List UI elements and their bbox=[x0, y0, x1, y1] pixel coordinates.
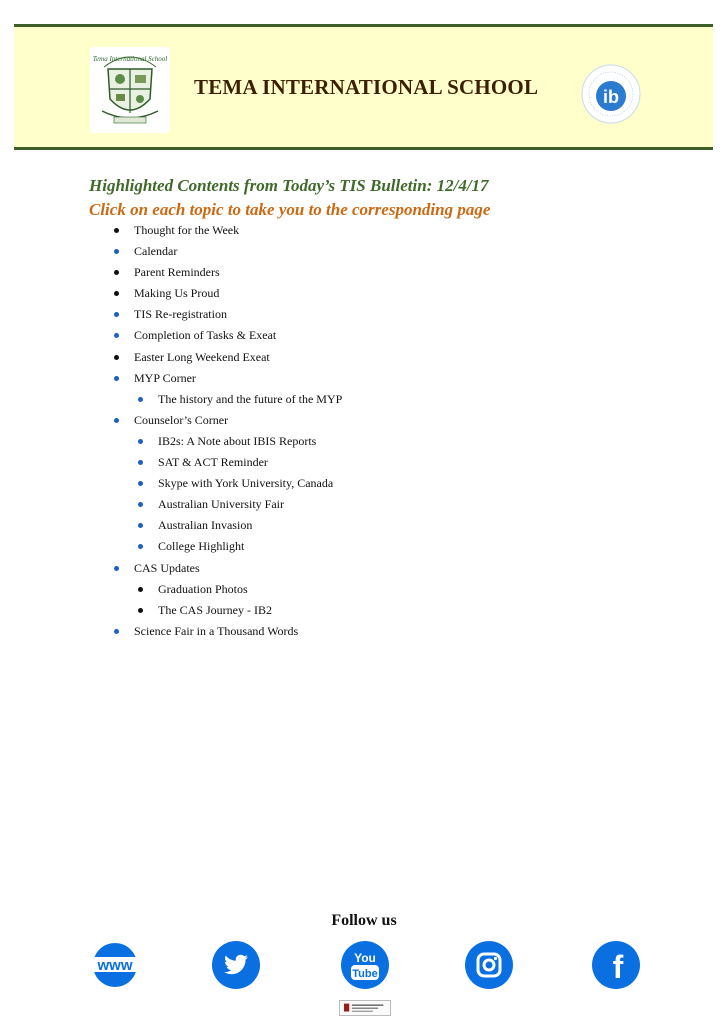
topic-label[interactable]: Counselor’s Corner bbox=[134, 412, 229, 427]
topic-label[interactable]: Easter Long Weekend Exeat bbox=[134, 349, 270, 364]
instagram-icon[interactable] bbox=[464, 940, 514, 990]
bullet-icon bbox=[114, 629, 119, 634]
bullet-icon bbox=[138, 587, 143, 592]
topic-list bbox=[0, 220, 728, 642]
topic-item[interactable] bbox=[0, 283, 728, 304]
topic-label[interactable]: Australian University Fair bbox=[158, 497, 284, 512]
bullet-icon bbox=[138, 460, 143, 465]
topic-item[interactable] bbox=[0, 325, 728, 346]
cambridge-badge bbox=[339, 1000, 391, 1016]
ib-logo-text: ib bbox=[603, 87, 619, 107]
topic-label[interactable]: IB2s: A Note about IBIS Reports bbox=[158, 433, 317, 448]
topic-label[interactable]: TIS Re-registration bbox=[134, 307, 227, 322]
youtube-icon[interactable] bbox=[340, 940, 390, 990]
topic-item[interactable] bbox=[0, 452, 728, 473]
school-name: TEMA INTERNATIONAL SCHOOL bbox=[194, 75, 539, 99]
topic-item[interactable] bbox=[0, 579, 728, 600]
youtube-label-top: You bbox=[354, 951, 376, 965]
topic-label[interactable]: CAS Updates bbox=[134, 560, 200, 575]
topic-label[interactable]: Calendar bbox=[134, 244, 178, 259]
topic-item[interactable] bbox=[0, 536, 728, 557]
topic-label[interactable]: Parent Reminders bbox=[134, 265, 220, 280]
follow-us-label: Follow us bbox=[331, 912, 397, 929]
topic-item[interactable] bbox=[0, 410, 728, 431]
topic-label[interactable]: The CAS Journey - IB2 bbox=[158, 602, 272, 617]
bullet-icon bbox=[138, 439, 143, 444]
topic-item[interactable] bbox=[0, 473, 728, 494]
website-icon[interactable] bbox=[90, 940, 140, 990]
facebook-label: f bbox=[612, 949, 624, 985]
bullet-icon bbox=[138, 544, 143, 549]
bullet-icon bbox=[114, 312, 119, 317]
bullet-icon bbox=[138, 397, 143, 402]
bullet-icon bbox=[114, 418, 119, 423]
topic-item[interactable] bbox=[0, 431, 728, 452]
school-header bbox=[14, 24, 713, 150]
topic-item[interactable] bbox=[0, 621, 728, 642]
topic-label[interactable]: SAT & ACT Reminder bbox=[158, 455, 268, 470]
bullet-icon bbox=[114, 270, 119, 275]
topic-item[interactable] bbox=[0, 600, 728, 621]
topic-label[interactable]: Skype with York University, Canada bbox=[158, 476, 334, 491]
topic-item[interactable] bbox=[0, 347, 728, 368]
topic-item[interactable] bbox=[0, 389, 728, 410]
topic-label[interactable]: College Highlight bbox=[158, 539, 245, 554]
bullet-icon bbox=[114, 376, 119, 381]
facebook-icon[interactable] bbox=[591, 940, 641, 990]
highlights-title: Highlighted Contents from Today’s TIS Bulletin: 12/4/17 bbox=[89, 176, 489, 195]
bullet-icon bbox=[138, 608, 143, 613]
bullet-icon bbox=[114, 355, 119, 360]
topic-item[interactable] bbox=[0, 494, 728, 515]
topic-label[interactable]: MYP Corner bbox=[134, 370, 196, 385]
topic-item[interactable] bbox=[0, 220, 728, 241]
ib-logo bbox=[580, 63, 642, 125]
www-label: www bbox=[97, 957, 133, 974]
bullet-icon bbox=[138, 523, 143, 528]
topic-item[interactable] bbox=[0, 368, 728, 389]
svg-text:Tema International School: Tema International School bbox=[92, 55, 168, 63]
topic-label[interactable]: The history and the future of the MYP bbox=[158, 391, 343, 406]
bullet-icon bbox=[114, 333, 119, 338]
topic-item[interactable] bbox=[0, 515, 728, 536]
highlights-subtitle: Click on each topic to take you to the corresponding page bbox=[89, 200, 491, 219]
topic-label[interactable]: Completion of Tasks & Exeat bbox=[134, 328, 277, 343]
bullet-icon bbox=[114, 249, 119, 254]
topic-item[interactable] bbox=[0, 241, 728, 262]
topic-label[interactable]: Making Us Proud bbox=[134, 286, 220, 301]
twitter-icon[interactable] bbox=[211, 940, 261, 990]
topic-item[interactable] bbox=[0, 304, 728, 325]
bullet-icon bbox=[138, 502, 143, 507]
topic-item[interactable] bbox=[0, 262, 728, 283]
topic-label[interactable]: Science Fair in a Thousand Words bbox=[134, 623, 299, 638]
youtube-label-bottom: Tube bbox=[352, 968, 378, 980]
bullet-icon bbox=[114, 566, 119, 571]
topic-label[interactable]: Thought for the Week bbox=[134, 223, 240, 237]
school-crest-logo bbox=[90, 47, 170, 133]
topic-item[interactable] bbox=[0, 558, 728, 579]
bullet-icon bbox=[114, 228, 119, 233]
bullet-icon bbox=[138, 481, 143, 486]
topic-label[interactable]: Australian Invasion bbox=[158, 518, 253, 533]
topic-label[interactable]: Graduation Photos bbox=[158, 581, 248, 596]
bullet-icon bbox=[114, 291, 119, 296]
